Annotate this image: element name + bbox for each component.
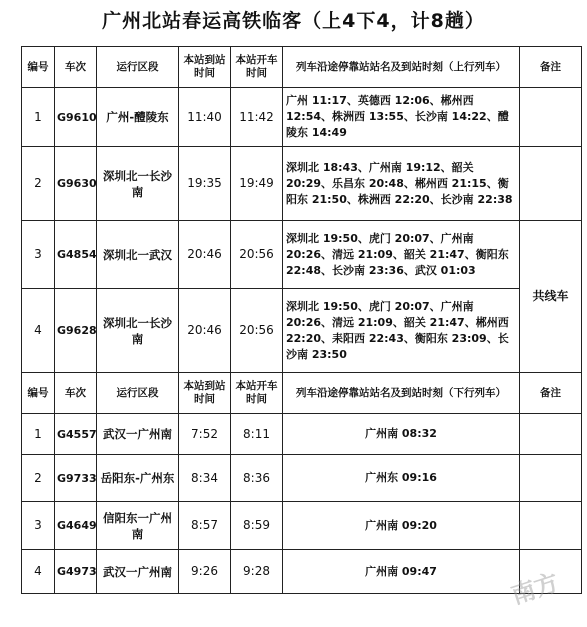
cell-note [520, 88, 582, 147]
table-row [22, 289, 582, 373]
table-row [22, 147, 582, 221]
cell-depart: 20:56 [231, 289, 283, 373]
cell-stops: 广州南 08:32 [283, 414, 520, 455]
header-section: 运行区段 [97, 47, 179, 88]
table-row [22, 221, 582, 289]
watermark-logo: 南方 [507, 567, 563, 610]
cell-note [520, 455, 582, 502]
cell-stops: 广州 11:17、英德西 12:06、郴州西 12:54、株洲西 13:55、长沙南 14:22、醴陵东 14:49 [283, 88, 520, 147]
cell-stops: 广州南 09:20 [283, 502, 520, 550]
cell-arrive: 8:34 [179, 455, 231, 502]
cell-depart: 8:36 [231, 455, 283, 502]
header-row-down [22, 373, 582, 414]
cell-code: G4973 [55, 550, 97, 594]
cell-section: 武汉一广州南 [97, 550, 179, 594]
header-stops: 列车沿途停靠站站名及到站时刻（下行列车） [283, 373, 520, 414]
shared-note: 共线车 [520, 221, 582, 373]
page-title: 广州北站春运高铁临客（上4下4，计8趟） [102, 10, 485, 32]
cell-depart: 8:59 [231, 502, 283, 550]
cell-code: G4854 [55, 221, 97, 289]
cell-section: 深圳北一武汉 [97, 221, 179, 289]
cell-section: 广州-醴陵东 [97, 88, 179, 147]
cell-no: 3 [22, 221, 55, 289]
cell-stops: 广州东 09:16 [283, 455, 520, 502]
cell-arrive: 9:26 [179, 550, 231, 594]
cell-arrive: 7:52 [179, 414, 231, 455]
cell-code: G9610 [55, 88, 97, 147]
cell-note [520, 147, 582, 221]
header-section: 运行区段 [97, 373, 179, 414]
header-stops: 列车沿途停靠站站名及到站时刻（上行列车） [283, 47, 520, 88]
table-row [22, 88, 582, 147]
header-arrive: 本站到站时间 [179, 47, 231, 88]
header-depart: 本站开车时间 [231, 47, 283, 88]
header-code: 车次 [55, 373, 97, 414]
cell-section: 岳阳东-广州东 [97, 455, 179, 502]
table-row [22, 414, 582, 455]
cell-arrive: 11:40 [179, 88, 231, 147]
cell-code: G9628 [55, 289, 97, 373]
cell-depart: 9:28 [231, 550, 283, 594]
cell-stops: 深圳北 19:50、虎门 20:07、广州南 20:26、清远 21:09、韶关 21:47、衡阳东 22:48、长沙南 23:36、武汉 01:03 [283, 221, 520, 289]
cell-no: 1 [22, 414, 55, 455]
cell-depart: 20:56 [231, 221, 283, 289]
cell-code: G9733 [55, 455, 97, 502]
cell-arrive: 20:46 [179, 221, 231, 289]
header-depart: 本站开车时间 [231, 373, 283, 414]
cell-depart: 19:49 [231, 147, 283, 221]
cell-arrive: 8:57 [179, 502, 231, 550]
cell-note [520, 502, 582, 550]
header-note: 备注 [520, 47, 582, 88]
header-no: 编号 [22, 373, 55, 414]
cell-code: G4649 [55, 502, 97, 550]
cell-stops: 深圳北 19:50、虎门 20:07、广州南 20:26、清远 21:09、韶关 21:47、郴州西 22:20、耒阳西 22:43、衡阳东 23:09、长沙南 23:50 [283, 289, 520, 373]
cell-section: 深圳北一长沙南 [97, 147, 179, 221]
cell-no: 4 [22, 550, 55, 594]
cell-no: 1 [22, 88, 55, 147]
header-code: 车次 [55, 47, 97, 88]
cell-arrive: 19:35 [179, 147, 231, 221]
cell-stops: 深圳北 18:43、广州南 19:12、韶关 20:29、乐昌东 20:48、郴州西 21:15、衡阳东 21:50、株洲西 22:20、长沙南 22:38 [283, 147, 520, 221]
cell-no: 2 [22, 147, 55, 221]
header-note: 备注 [520, 373, 582, 414]
cell-note [520, 414, 582, 455]
header-no: 编号 [22, 47, 55, 88]
header-row-up [22, 47, 582, 88]
cell-no: 2 [22, 455, 55, 502]
table-row [22, 550, 582, 594]
cell-section: 武汉一广州南 [97, 414, 179, 455]
schedule-table [21, 46, 582, 594]
cell-code: G4557 [55, 414, 97, 455]
table-row [22, 455, 582, 502]
cell-no: 3 [22, 502, 55, 550]
cell-code: G9630 [55, 147, 97, 221]
table-row [22, 502, 582, 550]
cell-arrive: 20:46 [179, 289, 231, 373]
cell-no: 4 [22, 289, 55, 373]
cell-depart: 8:11 [231, 414, 283, 455]
cell-depart: 11:42 [231, 88, 283, 147]
cell-section: 信阳东一广州南 [97, 502, 179, 550]
cell-section: 深圳北一长沙南 [97, 289, 179, 373]
header-arrive: 本站到站时间 [179, 373, 231, 414]
cell-stops: 广州南 09:47 [283, 550, 520, 594]
